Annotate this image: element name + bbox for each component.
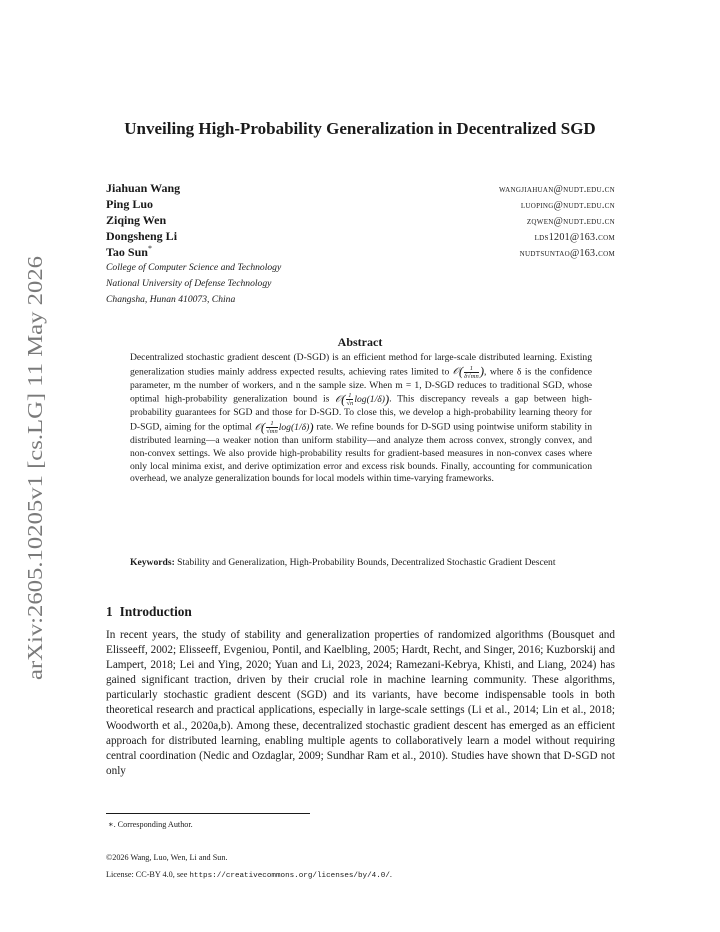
author-row [106,180,615,196]
frac-denominator: δ√mn [464,372,479,380]
abstract-part: , where δ is the confidence parameter, m the number of workers, and n the sample size. When m = 1, D-SGD reduces to traditional SGD, whose optimal high-probability generalization bound is [130,366,592,406]
frac-numerator: 1 [348,392,352,400]
author-email: wangjiahuan@nudt.edu.cn [499,184,615,195]
keywords-text: Stability and Generalization, High-Probability Bounds, Decentralized Stochastic Gradient Descent [177,557,556,568]
abstract-part: rate. We refine bounds for D-SGD using pointwise uniform stability in distributed learning—a weaker notion than uniform stability—and analyze them across convex, strongly convex, and non-convex settings. We also provide high-probability results for gradient-based measures in non-convex cases where only local minima exist, and derive optimization error and excess risk bounds. Finally, accounting for communication overhead, we analyze generalization bounds for local models within time-varying frameworks. [130,421,592,485]
author-email: nudtsuntao@163.com [519,248,615,259]
affiliation-line: National University of Defense Technology [106,278,272,289]
abstract-heading: Abstract [337,335,383,349]
license-link[interactable]: https://creativecommons.org/licenses/by/4.0/ [189,872,390,880]
license-line [106,870,392,880]
formula-tail: log(1/δ) [354,394,385,406]
author-mark: * [147,244,152,253]
author-name: Ziqing Wen [106,213,167,227]
rate-formula-expected: 𝒪( $\frac{1}{\delta√mn}$ ) [452,363,485,380]
rate-formula-optimal: 𝒪( $\frac{1}{√mn}$ log(1/δ)) [254,419,314,436]
author-block [106,180,615,308]
author-row [106,228,615,244]
section-number: 1 [106,604,113,619]
abstract-text [130,352,592,486]
arxiv-identifier-text: arXiv:2605.10205v1 [cs.LG] 11 May 2026 [23,319,47,680]
section-title: Introduction [119,604,192,619]
author-name: Jiahuan Wang [106,181,181,195]
author-email: zqwen@nudt.edu.cn [526,216,615,227]
author-row [106,244,615,260]
author-name: Dongsheng Li [106,229,178,243]
footnote: ∗. Corresponding Author. [108,820,193,829]
author-email: lds1201@163.com [534,232,615,243]
license-suffix: . [389,870,392,879]
author-email: luoping@nudt.edu.cn [520,200,615,211]
copyright-line: ©2026 Wang, Luo, Wen, Li and Sun. [106,853,228,862]
keywords-label: Keywords: [130,557,175,568]
paper-title: Unveiling High-Probability Generalization in Decentralized SGD [124,119,596,138]
arxiv-side-identifier [14,256,54,680]
license-prefix: License: CC-BY 4.0, see [106,870,190,879]
rate-formula-sgd: 𝒪( $\frac{1}{√n}$ log(1/δ)) [335,391,390,408]
frac-numerator: 1 [464,365,479,373]
author-name: Ping Luo [106,197,154,211]
frac-denominator: √mn [266,428,278,436]
abstract-part: . This discrepancy reveals a gap between high-probability guarantees for SGD and those for D-SGD. To close this, we develop a high-probability learning theory for D-SGD, aiming for the optimal [130,394,592,433]
keywords [130,557,592,570]
formula-tail: log(1/δ) [278,421,310,433]
author-row [106,196,615,212]
frac-numerator: 1 [266,420,278,428]
section-heading [106,604,192,620]
abstract-part: Decentralized stochastic gradient descent (D-SGD) is an efficient method for large-scale distributed learning. Existing generalization studies mainly address expected results, achieving rates limited to [130,352,592,378]
frac-denominator: √n [346,400,354,408]
author-row [106,212,615,228]
author-name: Tao Sun [106,245,148,259]
intro-paragraph: In recent years, the study of stability and generalization properties of randomized algorithms (Bousquet and Elisseeff, 2002; Elisseeff, Evgeniou, Pontil, and Kaelbling, 2005; Hardt, Recht, and Singer, 2016; Kuzborskij and Lampert, 2018; Lei and Ying, 2020; Yuan and Li, 2023, 2024; Ramezani-Kebrya, Khisti, and Liang, 2024) has gained significant traction, driven by their crucial role in machine learning community. These algorithms, particularly stochastic gradient descent (SGD) and its variants, have become indispensable tools in both theoretical research and practical applications, especially in large-scale settings (Li et al., 2014; Lin et al., 2018; Woodworth et al., 2020a,b). Among these, decentralized stochastic gradient descent has emerged as an efficient approach for distributed learning, enabling multiple agents to collaboratively learn a model without requiring central coordination (Nedic and Ozdaglar, 2009; Sundhar Ram et al., 2010). Studies have shown that D-SGD not only [106,629,615,777]
affiliation-line: College of Computer Science and Technology [106,262,282,273]
affiliation-line: Changsha, Hunan 410073, China [106,294,236,305]
footnote-rule [106,813,310,814]
